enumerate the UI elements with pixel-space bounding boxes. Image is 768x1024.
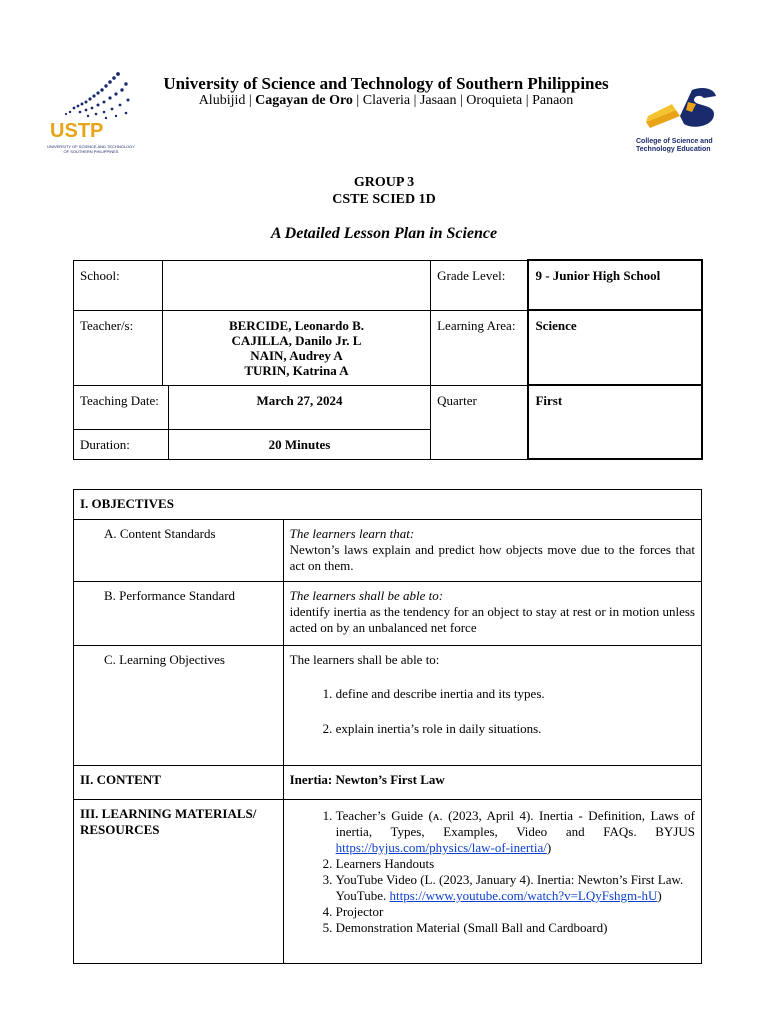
campus-list-start: Alubijid | <box>198 93 252 108</box>
learning-objectives-cell <box>283 646 701 766</box>
grade-label: Grade Level: <box>431 260 529 310</box>
ustp-logo-subtext: UNIVERSITY OF SCIENCE AND TECHNOLOGY OF SOUTHERN PHILIPPINES <box>47 144 135 154</box>
teachers-list <box>162 310 430 385</box>
teacher-name: CAJILLA, Danilo Jr. L <box>231 332 362 348</box>
lesson-plan-table <box>73 489 702 964</box>
content-standards-intro: The learners learn that: <box>289 526 415 541</box>
teaching-date-label: Teaching Date: <box>74 385 169 429</box>
performance-standard-label: B. Performance Standard <box>74 582 284 646</box>
teacher-name: NAIN, Audrey A <box>250 347 343 363</box>
cste-logo-caption: College of Science and Technology Education <box>636 138 713 153</box>
table-row <box>74 520 702 582</box>
school-label: School: <box>74 260 163 310</box>
youtube-link[interactable]: https://www.youtube.com/watch?v=LQyFshgm-hU <box>389 888 658 903</box>
ustp-logo <box>44 68 140 164</box>
list-item: 2. explain inertia’s role in daily situations. <box>336 721 695 737</box>
quarter-value: First <box>528 385 702 459</box>
campus-list-end: | Claveria | Jasaan | Oroquieta | Panaon <box>356 93 574 108</box>
table-row <box>74 260 703 310</box>
content-standards-label: A. Content Standards <box>74 520 284 582</box>
table-row <box>74 766 702 800</box>
section-name: CSTE SCIED 1D <box>332 192 436 207</box>
cste-book-logo-icon <box>636 82 736 138</box>
objectives-heading: I. OBJECTIVES <box>74 490 702 520</box>
list-item: 5. Demonstration Material (Small Ball and Cardboard) <box>336 920 695 936</box>
duration-label: Duration: <box>74 429 169 459</box>
list-item <box>336 808 695 856</box>
materials-item-1-end: ) <box>546 840 552 855</box>
ustp-logo-text: USTP <box>50 120 104 142</box>
list-item <box>336 872 695 904</box>
cste-logo <box>636 82 736 162</box>
byjus-link[interactable]: https://byjus.com/physics/law-of-inertia/ <box>335 840 547 855</box>
content-value: Inertia: Newton’s First Law <box>283 766 701 800</box>
table-row <box>74 490 702 520</box>
table-row <box>74 582 702 646</box>
document-title: A Detailed Lesson Plan in Science <box>270 225 498 242</box>
school-value <box>162 260 430 310</box>
performance-standard-cell <box>283 582 701 646</box>
materials-heading: III. LEARNING MATERIALS/ RESOURCES <box>74 800 284 964</box>
group-name: GROUP 3 <box>353 175 415 190</box>
table-row <box>74 800 702 964</box>
content-standards-cell <box>283 520 701 582</box>
campus-list <box>130 93 642 109</box>
materials-item-3-end: ) <box>657 888 662 903</box>
learning-objectives-label: C. Learning Objectives <box>74 646 284 766</box>
table-row <box>74 310 703 385</box>
teachers-label: Teacher/s: <box>74 310 163 385</box>
teaching-date-value: March 27, 2024 <box>168 385 430 429</box>
duration-value: 20 Minutes <box>168 429 430 459</box>
learning-objectives-intro: The learners shall be able to: <box>289 652 440 667</box>
campus-main: Cagayan de Oro <box>255 93 353 108</box>
performance-standard-intro: The learners shall be able to: <box>289 588 444 603</box>
table-row <box>74 385 703 429</box>
content-heading: II. CONTENT <box>74 766 284 800</box>
performance-standard-text: identify inertia as the tendency for an object to stay at rest or in motion unless acted on by an unbalanced net force <box>289 604 695 635</box>
materials-item-1-text: Teacher’s Guide (ᴀ. (2023, April 4). Inertia - Definition, Laws of inertia, Types, Examples, Video and FAQs. BYJUS <box>335 808 695 839</box>
table-row <box>74 646 702 766</box>
teacher-name: TURIN, Katrina A <box>244 362 349 378</box>
list-item: 2. Learners Handouts <box>336 856 695 872</box>
grade-value: 9 - Junior High School <box>528 260 702 310</box>
list-item: 4. Projector <box>336 904 695 920</box>
ustp-logo-dots-icon <box>44 68 140 124</box>
university-title: University of Science and Technology of Southern Philippines <box>163 74 609 93</box>
materials-item-3-text: YouTube Video (L. (2023, January 4). Inertia: Newton’s First Law. YouTube. <box>335 872 684 903</box>
list-item: 1. define and describe inertia and its types. <box>336 686 695 702</box>
learning-area-label: Learning Area: <box>431 310 529 385</box>
quarter-label: Quarter <box>431 385 529 459</box>
teacher-name: BERCIDE, Leonardo B. <box>228 317 365 333</box>
lesson-info-table <box>73 259 703 460</box>
materials-cell <box>283 800 701 964</box>
content-standards-text: Newton’s laws explain and predict how objects move due to the forces that act on them. <box>289 542 695 573</box>
learning-area-value: Science <box>528 310 702 385</box>
